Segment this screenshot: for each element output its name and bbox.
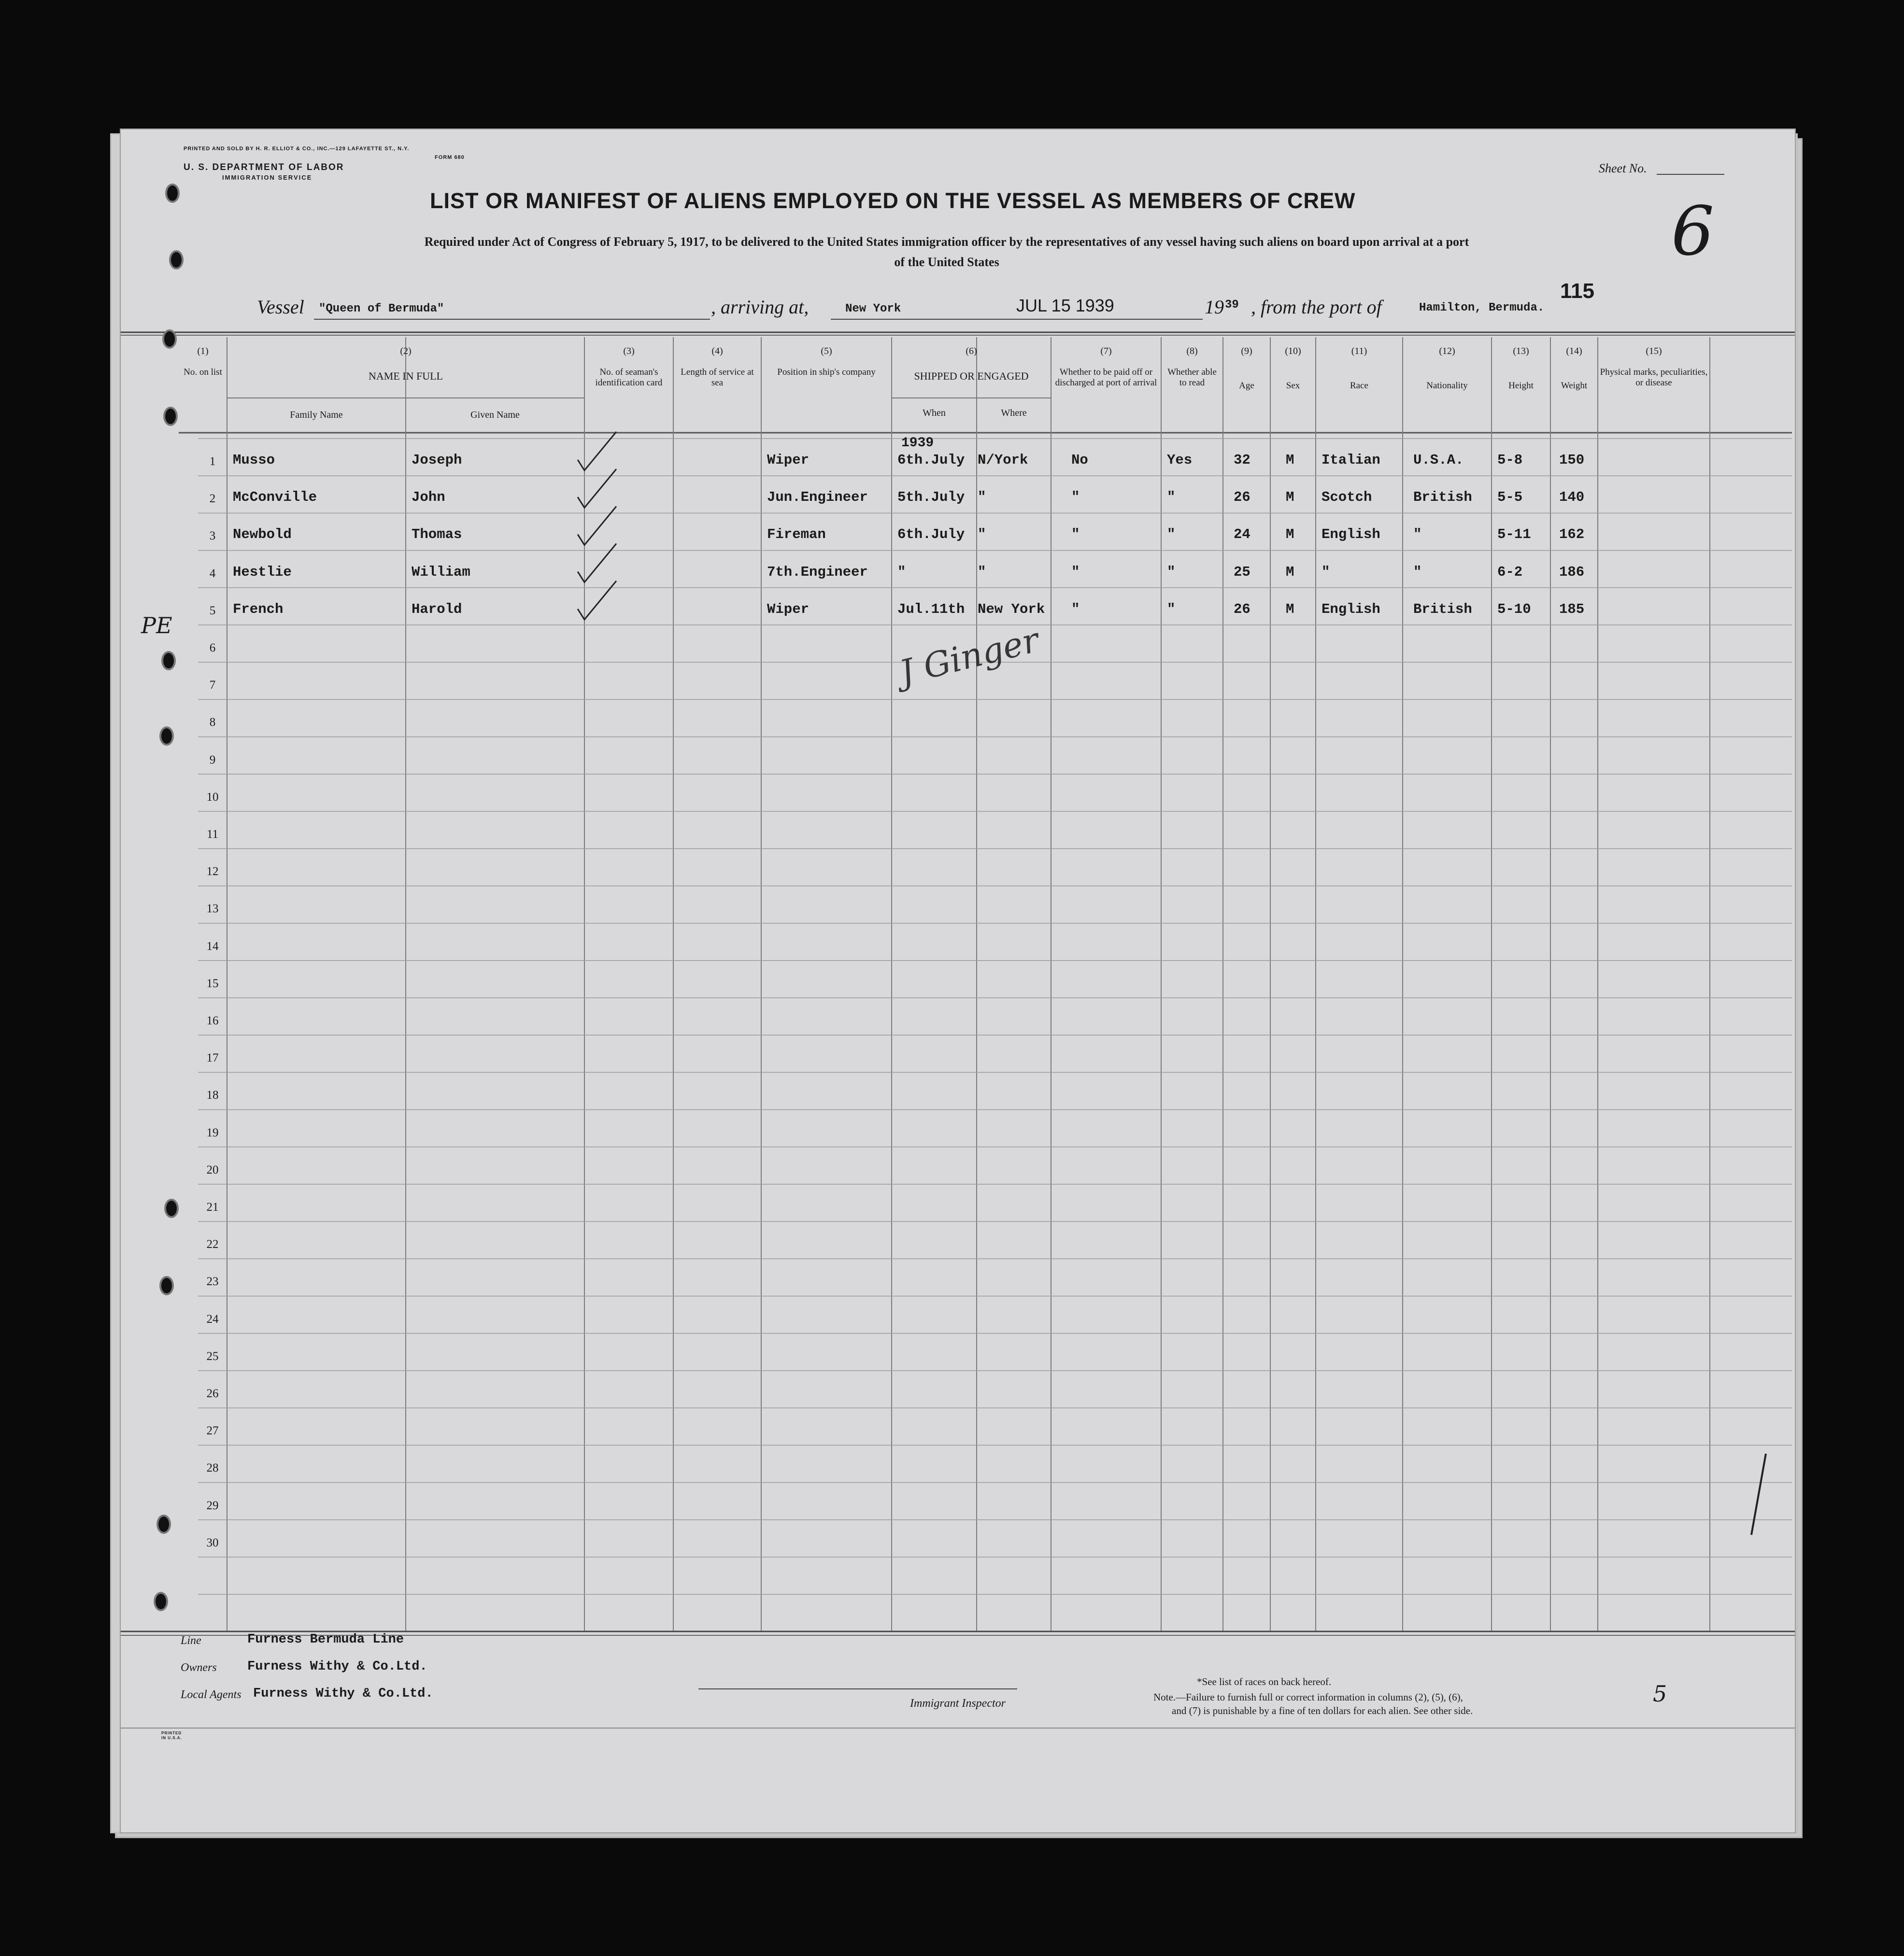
punch-hole	[165, 184, 180, 203]
column-number-c11: (11)	[1351, 346, 1367, 356]
agents-label: Local Agents	[181, 1688, 242, 1701]
family-name-cell: French	[233, 601, 284, 617]
column-header-family-name: Family Name	[290, 410, 343, 420]
sex-cell: M	[1286, 489, 1294, 506]
able-to-read-cell: "	[1167, 564, 1176, 580]
column-header-c10: Sex	[1286, 381, 1300, 391]
form-number: FORM 680	[435, 155, 465, 160]
column-number-c12: (12)	[1439, 346, 1455, 356]
column-number-c3: (3)	[623, 346, 635, 356]
row-number: 19	[206, 1126, 219, 1139]
column-number-c5: (5)	[821, 346, 832, 356]
nationality-cell: "	[1413, 564, 1422, 580]
given-name-cell: Thomas	[412, 526, 462, 543]
punch-hole	[161, 651, 176, 670]
row-number: 12	[206, 865, 219, 879]
shipped-when-cell: 6th.July	[897, 526, 965, 543]
penalty-note-2: and (7) is punishable by a fine of ten dollars for each alien. See other side.	[1172, 1705, 1473, 1716]
height-cell: 6-2	[1497, 564, 1523, 580]
position-cell: Wiper	[767, 452, 810, 468]
weight-cell: 140	[1559, 489, 1585, 506]
height-cell: 5-5	[1497, 489, 1523, 506]
column-header-c13: Height	[1508, 381, 1534, 391]
row-number: 9	[209, 753, 216, 766]
column-header-c5: Position in ship's company	[777, 367, 876, 377]
subtitle-line-1: Required under Act of Congress of February 5, 1917, to be delivered to the United States immigration officer by the representatives of any vessel having such aliens on board upon arrival at a port	[424, 235, 1469, 249]
punch-hole	[169, 250, 184, 269]
row-number: 22	[206, 1238, 219, 1251]
inspector-label: Immigrant Inspector	[910, 1697, 1006, 1710]
column-header-c4: Length of service at sea	[681, 367, 754, 388]
column-header-when: When	[923, 408, 946, 418]
column-header-c6: SHIPPED OR ENGAGED	[914, 370, 1029, 382]
date-stamp: JUL 15 1939	[1016, 296, 1114, 315]
race-cell: English	[1321, 601, 1380, 617]
height-cell: 5-11	[1497, 526, 1531, 543]
form-title: LIST OR MANIFEST OF ALIENS EMPLOYED ON THE VESSEL AS MEMBERS OF CREW	[430, 188, 1356, 213]
sex-cell: M	[1286, 564, 1294, 580]
given-name-cell: William	[412, 564, 470, 580]
race-cell: "	[1321, 564, 1330, 580]
family-name-cell: Musso	[233, 452, 275, 468]
nationality-cell: U.S.A.	[1413, 452, 1464, 468]
age-cell: 26	[1234, 489, 1250, 506]
column-header-c3: No. of seaman's identification card	[595, 367, 663, 388]
row-number: 14	[206, 939, 219, 953]
able-to-read-cell: "	[1167, 526, 1176, 543]
row-number: 7	[209, 679, 216, 692]
family-name-cell: Newbold	[233, 526, 292, 543]
position-cell: Jun.Engineer	[767, 489, 868, 506]
position-cell: Wiper	[767, 601, 810, 617]
row-number: 11	[206, 828, 219, 841]
paid-off-cell: "	[1071, 564, 1080, 580]
row-number: 13	[206, 902, 219, 916]
department-label: U. S. DEPARTMENT OF LABOR	[184, 162, 344, 172]
able-to-read-cell: Yes	[1167, 452, 1193, 468]
race-cell: Italian	[1321, 452, 1380, 468]
subtitle-line-2: of the United States	[894, 255, 999, 269]
year-prefix: 19	[1205, 296, 1224, 318]
row-number: 21	[206, 1201, 219, 1214]
agents-value: Furness Withy & Co.Ltd.	[253, 1687, 433, 1701]
column-header-where: Where	[1001, 408, 1027, 418]
stamp-number: 115	[1560, 279, 1594, 303]
age-cell: 25	[1234, 564, 1250, 580]
column-number-c14: (14)	[1566, 346, 1582, 356]
column-number-c1: (1)	[197, 346, 209, 356]
row-number: 20	[206, 1163, 219, 1176]
shipped-where-cell: New York	[978, 601, 1045, 617]
position-cell: Fireman	[767, 526, 826, 543]
punch-hole	[159, 726, 174, 746]
row-number: 23	[206, 1275, 219, 1289]
sheet-label: Sheet No.	[1599, 161, 1647, 175]
row-number: 28	[206, 1461, 219, 1475]
line-value: Furness Bermuda Line	[247, 1632, 404, 1647]
shipped-when-cell: "	[897, 564, 906, 580]
row-number: 29	[206, 1499, 219, 1512]
age-cell: 26	[1234, 601, 1250, 617]
printed-mark: PRINTED IN U.S.A.	[161, 1731, 182, 1740]
given-name-cell: Joseph	[412, 452, 462, 468]
age-cell: 24	[1234, 526, 1250, 543]
column-header-c15: Physical marks, peculiarities, or disease	[1600, 367, 1708, 388]
row-number: 26	[206, 1387, 219, 1400]
shipped-where-cell: "	[978, 564, 986, 580]
vessel-label: Vessel	[257, 296, 304, 318]
weight-cell: 186	[1559, 564, 1585, 580]
column-header-c8: Whether able to read	[1167, 367, 1217, 388]
sex-cell: M	[1286, 452, 1294, 468]
column-number-c9: (9)	[1241, 346, 1252, 356]
row-number: 27	[206, 1424, 219, 1438]
nationality-cell: British	[1413, 489, 1472, 506]
row-number: 3	[209, 529, 216, 543]
arriving-port: New York	[845, 302, 901, 315]
pencil-marks	[121, 129, 1796, 1833]
year-note: 1939	[901, 436, 934, 451]
printer-line: PRINTED AND SOLD BY H. R. ELLIOT & CO., INC.—129 LAFAYETTE ST., N.Y.	[184, 146, 410, 152]
manifest-page	[120, 128, 1796, 1833]
column-number-c7: (7)	[1100, 346, 1112, 356]
shipped-where-cell: N/York	[978, 452, 1028, 468]
able-to-read-cell: "	[1167, 601, 1176, 617]
year-value: 39	[1225, 298, 1239, 312]
row-number: 5	[209, 604, 216, 617]
given-name-cell: Harold	[412, 601, 462, 617]
inspector-signature-line	[698, 1688, 1017, 1689]
column-number-c8: (8)	[1186, 346, 1198, 356]
column-number-c13: (13)	[1513, 346, 1529, 356]
column-header-c2: NAME IN FULL	[369, 370, 443, 382]
row-number: 15	[206, 977, 219, 990]
row-number: 17	[206, 1051, 219, 1065]
family-name-cell: Hestlie	[233, 564, 292, 580]
margin-note: PE	[141, 612, 172, 638]
inspector-signature: J Ginger	[895, 620, 1043, 693]
races-note: *See list of races on back hereof.	[1197, 1676, 1332, 1687]
column-number-c15: (15)	[1646, 346, 1662, 356]
paid-off-cell: "	[1071, 601, 1080, 617]
shipped-where-cell: "	[978, 526, 986, 543]
column-number-c6: (6)	[966, 346, 977, 356]
row-number: 1	[209, 455, 216, 468]
sex-cell: M	[1286, 601, 1294, 617]
punch-hole	[154, 1592, 168, 1611]
punch-hole	[164, 1199, 179, 1218]
shipped-when-cell: 6th.July	[897, 452, 965, 468]
column-header-c12: Nationality	[1426, 381, 1468, 391]
column-header-c14: Weight	[1561, 381, 1588, 391]
vessel-name: "Queen of Bermuda"	[319, 302, 444, 315]
sheet-number: 6	[1671, 192, 1715, 271]
shipped-when-cell: Jul.11th	[897, 601, 965, 617]
punch-hole	[159, 1276, 174, 1295]
row-number: 25	[206, 1349, 219, 1363]
age-cell: 32	[1234, 452, 1250, 468]
arriving-label: , arriving at,	[711, 296, 809, 318]
weight-cell: 162	[1559, 526, 1585, 543]
given-name-cell: John	[412, 489, 445, 506]
paid-off-cell: "	[1071, 526, 1080, 543]
punch-hole	[156, 1515, 171, 1534]
height-cell: 5-8	[1497, 452, 1523, 468]
column-header-c11: Race	[1350, 381, 1368, 391]
paid-off-cell: No	[1071, 452, 1088, 468]
race-cell: English	[1321, 526, 1380, 543]
shipped-when-cell: 5th.July	[897, 489, 965, 506]
line-label: Line	[181, 1634, 201, 1647]
from-port-label: , from the port of	[1251, 296, 1382, 318]
from-port-value: Hamilton, Bermuda.	[1419, 301, 1545, 314]
race-cell: Scotch	[1321, 489, 1372, 506]
shipped-where-cell: "	[978, 489, 986, 506]
punch-hole	[162, 329, 177, 349]
penalty-note-1: Note.—Failure to furnish full or correct information in columns (2), (5), (6),	[1153, 1691, 1463, 1703]
service-label: IMMIGRATION SERVICE	[222, 174, 313, 181]
column-number-c10: (10)	[1285, 346, 1301, 356]
row-number: 4	[209, 567, 216, 580]
column-header-given-name: Given Name	[470, 410, 520, 420]
row-number: 6	[209, 641, 216, 654]
able-to-read-cell: "	[1167, 489, 1176, 506]
row-number: 8	[209, 716, 216, 729]
row-number: 18	[206, 1089, 219, 1102]
nationality-cell: "	[1413, 526, 1422, 543]
nationality-cell: British	[1413, 601, 1472, 617]
column-number-c2: (2)	[400, 346, 412, 356]
owners-label: Owners	[181, 1661, 217, 1674]
weight-cell: 185	[1559, 601, 1585, 617]
height-cell: 5-10	[1497, 601, 1531, 617]
column-header-c1: No. on list	[184, 367, 222, 377]
column-number-c4: (4)	[711, 346, 723, 356]
punch-hole	[163, 407, 178, 426]
weight-cell: 150	[1559, 452, 1585, 468]
corner-mark: 5	[1653, 1681, 1667, 1707]
sex-cell: M	[1286, 526, 1294, 543]
owners-value: Furness Withy & Co.Ltd.	[247, 1659, 427, 1674]
row-number: 24	[206, 1312, 219, 1326]
family-name-cell: McConville	[233, 489, 317, 506]
row-number: 30	[206, 1536, 219, 1549]
position-cell: 7th.Engineer	[767, 564, 868, 580]
row-number: 10	[206, 790, 219, 804]
row-number: 2	[209, 492, 216, 506]
column-header-c7: Whether to be paid off or discharged at port of arrival	[1055, 367, 1157, 388]
column-header-c9: Age	[1239, 381, 1254, 391]
row-number: 16	[206, 1014, 219, 1027]
paid-off-cell: "	[1071, 489, 1080, 506]
